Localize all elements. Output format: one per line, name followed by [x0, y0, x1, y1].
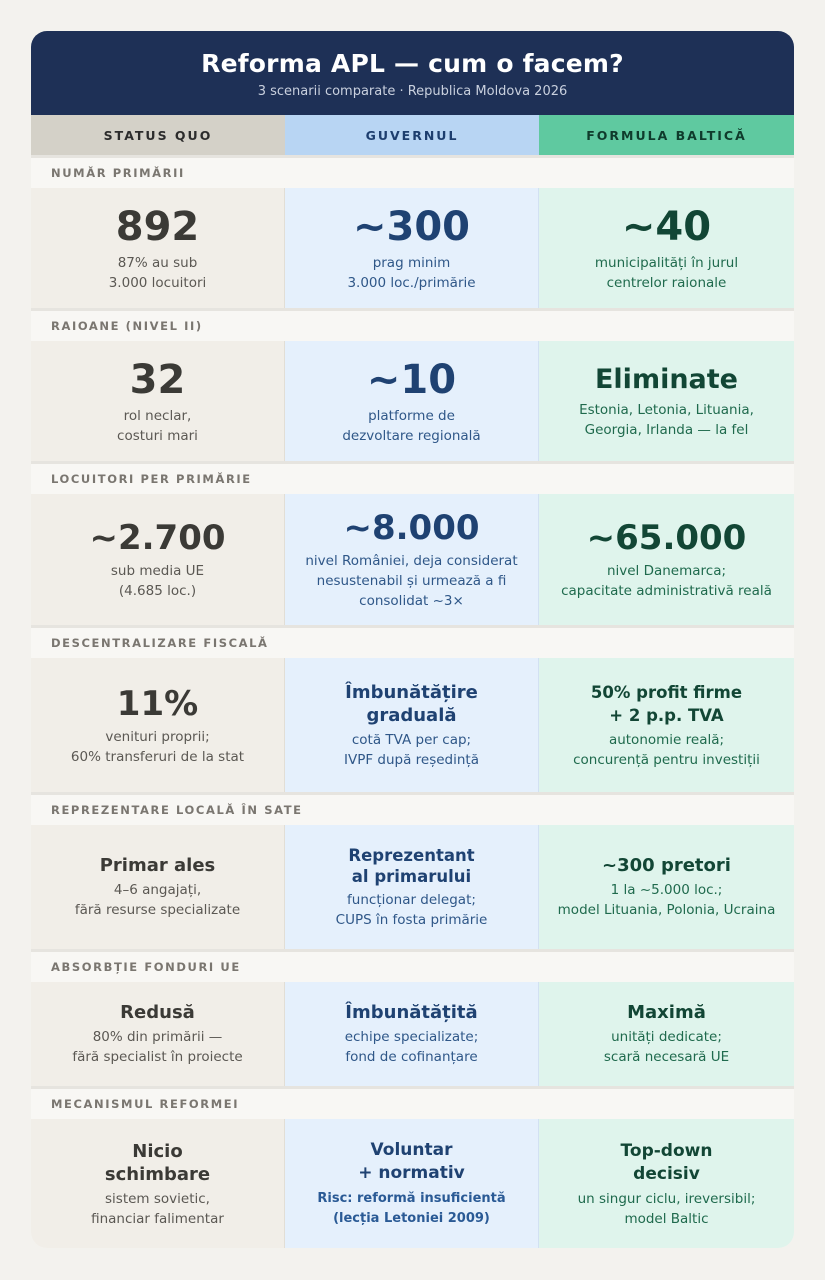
cell-status-quo — [31, 658, 285, 792]
cell-value: Primar ales — [99, 855, 216, 876]
cell-note: nivel României, deja considerat nesustenabil și urmează a fi consolidat ~3× — [305, 553, 518, 609]
cell-guvernul — [285, 658, 539, 792]
cell-note: rol neclar, costuri mari — [117, 407, 198, 444]
cell-note: 80% din primării — fără specialist în proiecte — [72, 1029, 243, 1065]
cell-note: un singur ciclu, ireversibil; model Baltic — [577, 1190, 756, 1227]
cell-value: ~8.000 — [343, 508, 480, 548]
cell-status-quo — [31, 982, 285, 1086]
section-reprezentare — [31, 792, 794, 949]
column-header-status-quo: STATUS QUO — [31, 115, 285, 155]
cell-guvernul — [285, 188, 539, 308]
cell-value: Nicio schimbare — [104, 1140, 211, 1185]
cell-value: Îmbunătățire graduală — [345, 681, 478, 726]
cell-value: Reprezentant al primarului — [348, 845, 475, 886]
cell-note: echipe specializate; fond de cofinanțare — [344, 1029, 479, 1065]
cell-note: venituri proprii; 60% transferuri de la stat — [70, 728, 245, 765]
cell-formula-baltica — [539, 982, 794, 1086]
section-row — [31, 658, 794, 792]
cell-value: ~2.700 — [89, 518, 226, 558]
section-label: LOCUITORI PER PRIMĂRIE — [31, 461, 794, 494]
cell-value: ~10 — [366, 356, 457, 403]
cell-note: Estonia, Letonia, Lituania, Georgia, Irlanda — la fel — [579, 401, 754, 438]
section-locuitori — [31, 461, 794, 625]
cell-status-quo — [31, 341, 285, 461]
cell-value: 11% — [116, 683, 199, 724]
cell-value: Îmbunătățită — [345, 1002, 478, 1023]
column-headers — [31, 115, 794, 155]
cell-guvernul — [285, 982, 539, 1086]
section-row — [31, 1119, 794, 1248]
header — [31, 31, 794, 115]
cell-value: ~40 — [621, 203, 712, 250]
cell-note: funcționar delegat; CUPS în fosta primărie — [335, 891, 488, 928]
cell-status-quo — [31, 1119, 285, 1248]
cell-guvernul — [285, 1119, 539, 1248]
cell-value: 32 — [129, 356, 186, 403]
cell-note: municipalități în jurul centrelor raionale — [594, 254, 739, 291]
cell-value: ~65.000 — [586, 518, 747, 558]
cell-value: 50% profit firme + 2 p.p. TVA — [590, 682, 743, 725]
cell-status-quo — [31, 825, 285, 949]
cell-note: platforme de dezvoltare regională — [342, 407, 481, 444]
cell-guvernul — [285, 341, 539, 461]
cell-value: Eliminate — [594, 363, 738, 395]
cell-value: ~300 pretori — [602, 855, 731, 876]
section-label: DESCENTRALIZARE FISCALĂ — [31, 625, 794, 658]
cell-formula-baltica — [539, 188, 794, 308]
cell-note: 4–6 angajați, fără resurse specializate — [74, 882, 241, 918]
page-title: Reforma APL — cum o facem? — [201, 49, 624, 78]
section-row — [31, 494, 794, 625]
cell-note: 1 la ~5.000 loc.; model Lituania, Polonia, Ucraina — [557, 882, 776, 918]
cell-formula-baltica — [539, 658, 794, 792]
section-label: RAIOANE (NIVEL II) — [31, 308, 794, 341]
section-row — [31, 982, 794, 1086]
section-numar-primarii — [31, 155, 794, 308]
cell-note: 87% au sub 3.000 locuitori — [108, 254, 207, 291]
cell-status-quo — [31, 188, 285, 308]
section-row — [31, 188, 794, 308]
column-header-formula-baltica: FORMULA BALTICĂ — [539, 115, 794, 155]
section-mecanism — [31, 1086, 794, 1248]
cell-note: sistem sovietic, financiar falimentar — [91, 1190, 224, 1227]
section-label: ABSORBȚIE FONDURI UE — [31, 949, 794, 982]
cell-formula-baltica — [539, 494, 794, 625]
cell-value: Redusă — [120, 1002, 195, 1023]
cell-note: nivel Danemarca; capacitate administrativă reală — [561, 563, 772, 599]
cell-value: Maximă — [627, 1002, 706, 1023]
section-descentralizare — [31, 625, 794, 792]
cell-formula-baltica — [539, 825, 794, 949]
section-label: MECANISMUL REFORMEI — [31, 1086, 794, 1119]
cell-value: Top-down decisiv — [620, 1140, 713, 1184]
page-subtitle: 3 scenarii comparate · Republica Moldova 2026 — [257, 84, 568, 99]
cell-guvernul — [285, 825, 539, 949]
cell-guvernul — [285, 494, 539, 625]
comparison-card — [31, 31, 794, 1248]
cell-note: sub media UE (4.685 loc.) — [110, 563, 205, 599]
cell-note: prag minim 3.000 loc./primărie — [347, 254, 476, 291]
risk-note: Risc: reformă insuficientă (lecția Letoniei 2009) — [317, 1191, 506, 1226]
cell-formula-baltica — [539, 1119, 794, 1248]
section-row — [31, 825, 794, 949]
cell-note: autonomie reală; concurență pentru investiții — [573, 731, 760, 768]
section-absorbtie — [31, 949, 794, 1086]
cell-formula-baltica — [539, 341, 794, 461]
column-header-guvernul: GUVERNUL — [285, 115, 539, 155]
cell-value: ~300 — [352, 203, 470, 250]
cell-status-quo — [31, 494, 285, 625]
section-row — [31, 341, 794, 461]
section-raioane — [31, 308, 794, 461]
section-label: REPREZENTARE LOCALĂ ÎN SATE — [31, 792, 794, 825]
cell-value: Voluntar + normativ — [358, 1140, 465, 1183]
cell-note: unități dedicate; scară necesară UE — [603, 1029, 730, 1065]
cell-value: 892 — [115, 203, 200, 250]
cell-note: cotă TVA per cap; IVPF după reședință — [343, 731, 479, 768]
section-label: NUMĂR PRIMĂRII — [31, 155, 794, 188]
